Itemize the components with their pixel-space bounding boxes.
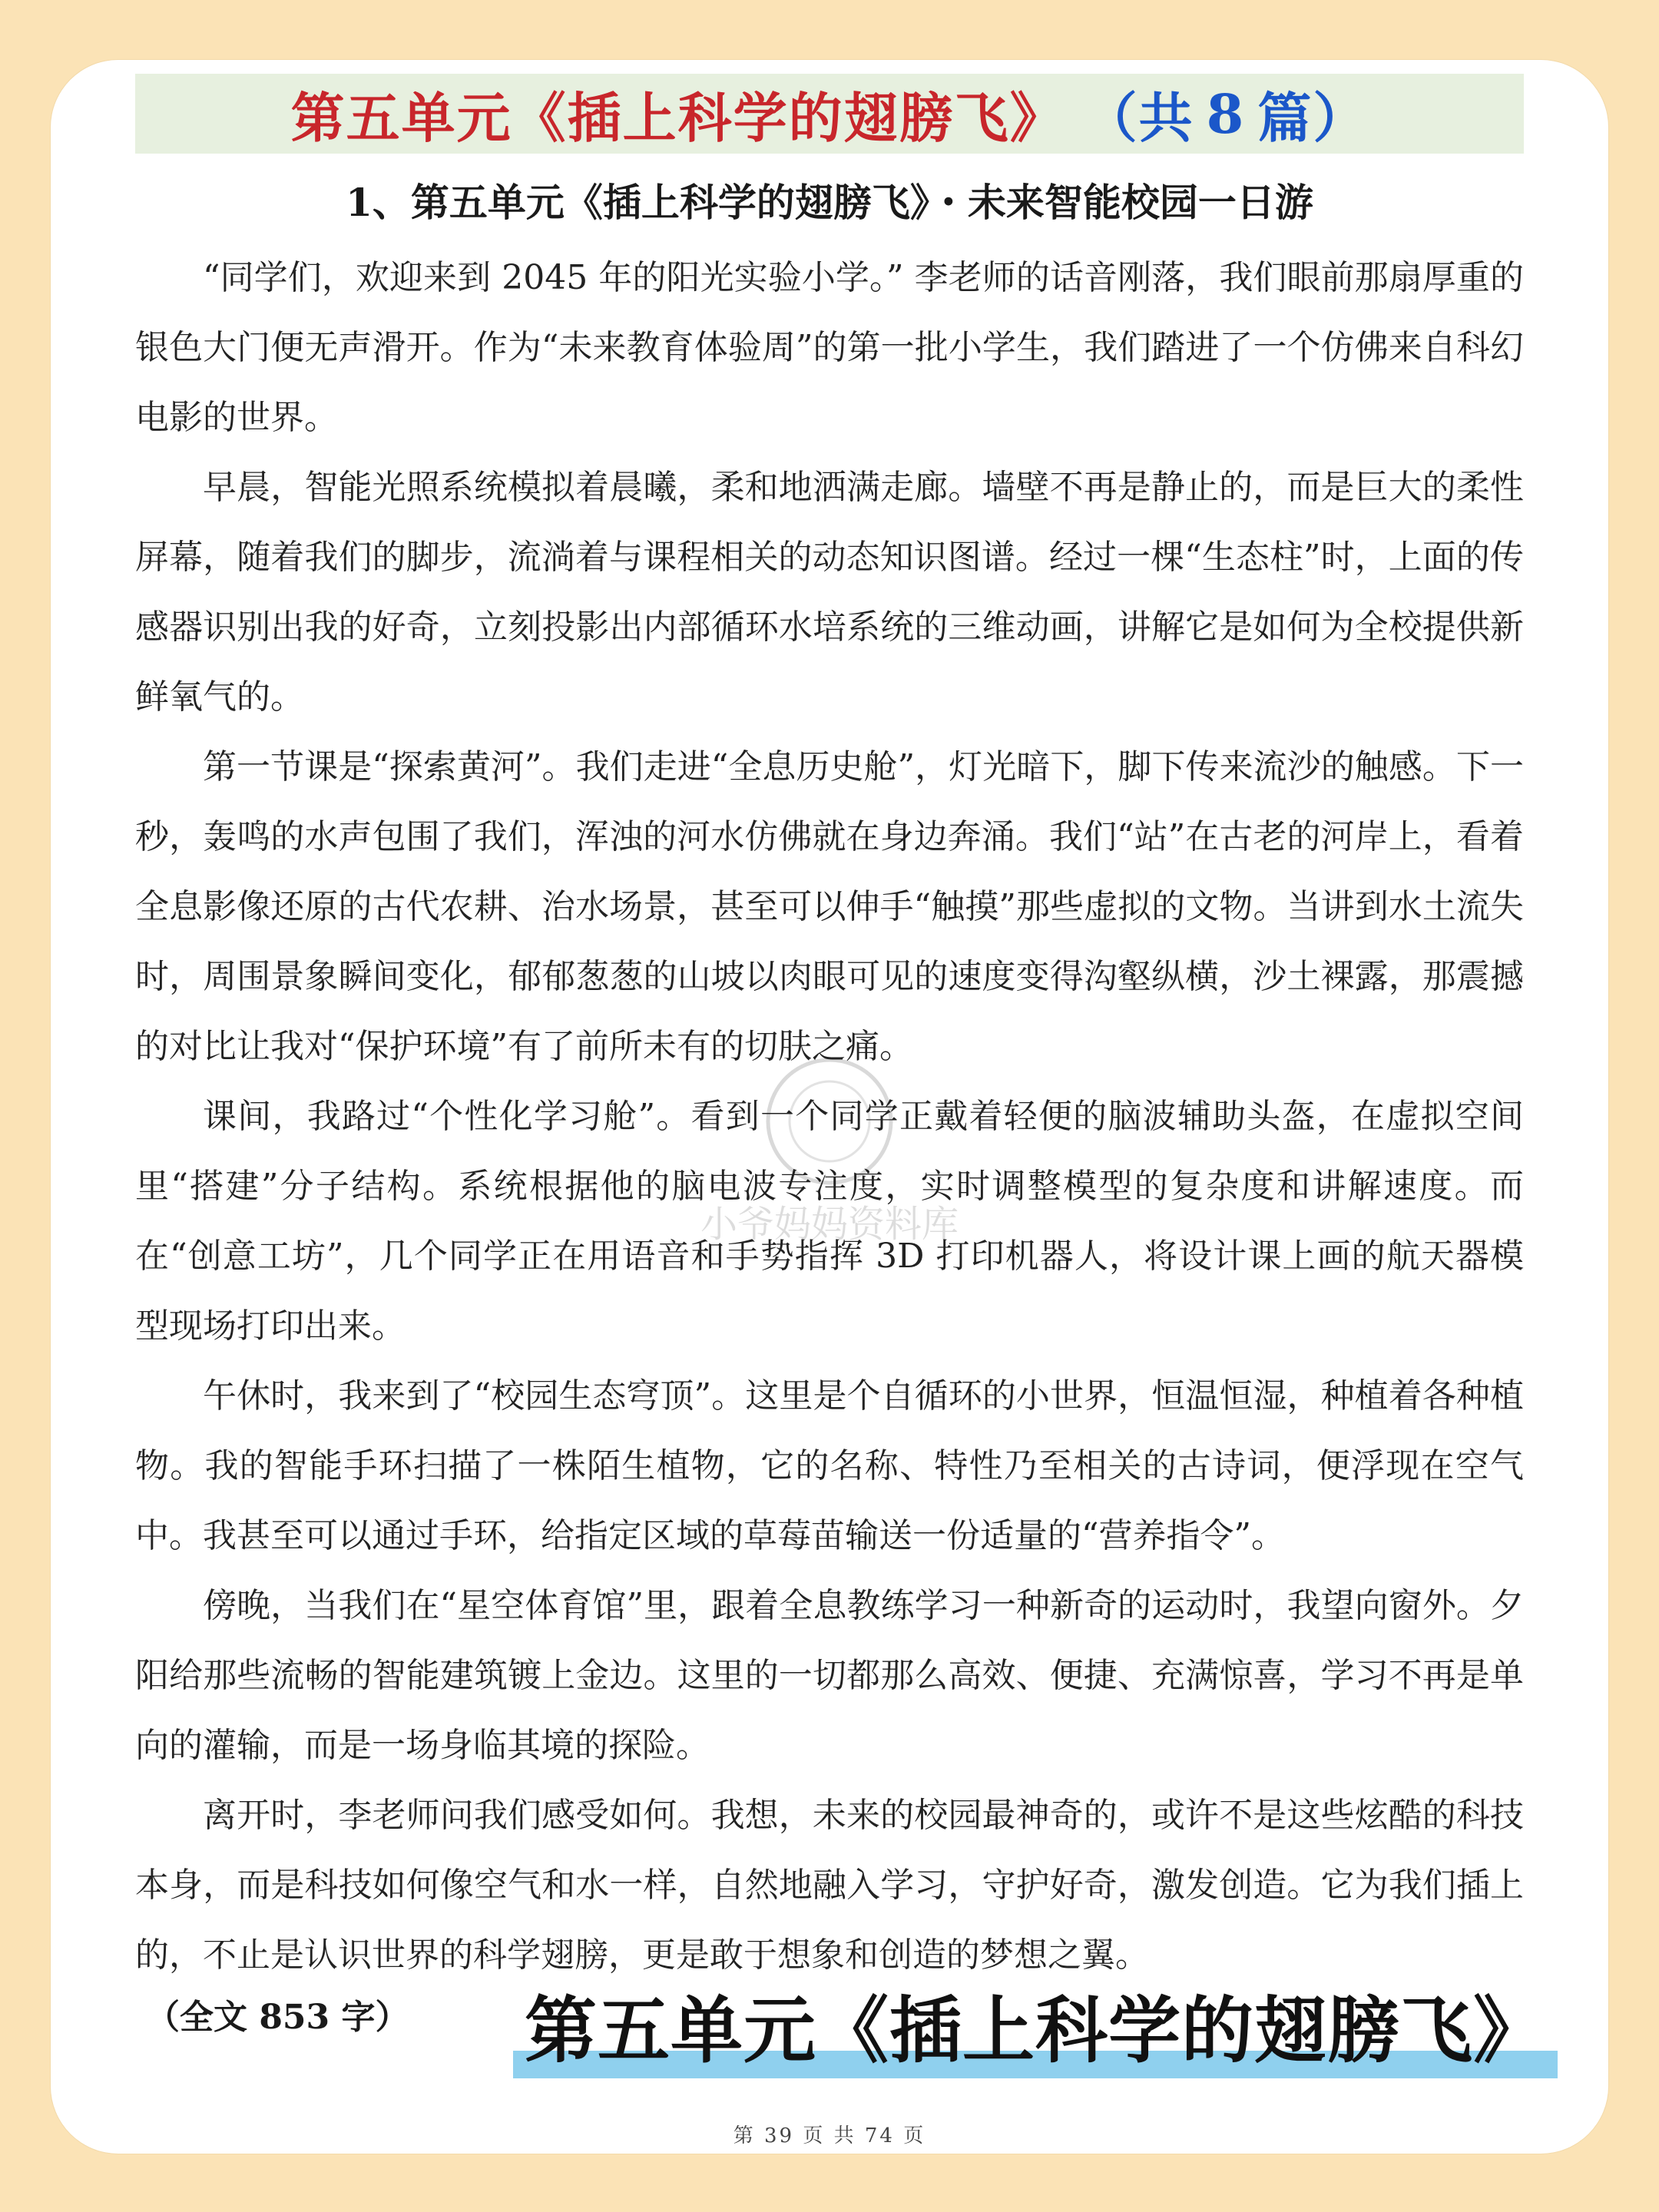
article-body bbox=[135, 243, 1524, 1990]
word-count: （全文 853 字） bbox=[146, 1998, 409, 2037]
page-number: 第 39 页 共 74 页 bbox=[733, 2124, 926, 2147]
unit-banner bbox=[135, 74, 1524, 154]
banner-count: 8 bbox=[1206, 81, 1246, 146]
paragraph: 课间，我路过“个性化学习舱”。看到一个同学正戴着轻便的脑波辅助头盔，在虚拟空间里“搭建”分子结构。系统根据他的脑电波专注度，实时调整模型的复杂度和讲解速度。而在“创意工坊”，几个同学正在用语音和手势指挥 3D 打印机器人，将设计课上画的航天器模型现场打印出来。 bbox=[135, 1097, 1524, 1346]
watermark-text: 小爷妈妈资料库 bbox=[700, 1203, 959, 1246]
paragraph: 早晨，智能光照系统模拟着晨曦，柔和地洒满走廊。墙壁不再是静止的，而是巨大的柔性屏幕，随着我们的脚步，流淌着与课程相关的动态知识图谱。经过一棵“生态柱”时，上面的传感器识别出我的好奇，立刻投影出内部循环水培系统的三维动画，讲解它是如何为全校提供新鲜氧气的。 bbox=[135, 468, 1524, 717]
paragraph: “同学们，欢迎来到 2045 年的阳光实验小学。” 李老师的话音刚落，我们眼前那扇厚重的银色大门便无声滑开。作为“未来教育体验周”的第一批小学生，我们踏进了一个仿佛来自科幻电影的世界。 bbox=[135, 258, 1524, 437]
stamp-text: 第五单元《插上科学的翅膀飞》 bbox=[524, 1989, 1546, 2073]
paragraph: 傍晚，当我们在“星空体育馆”里，跟着全息教练学习一种新奇的运动时，我望向窗外。夕阳给那些流畅的智能建筑镀上金边。这里的一切都那么高效、便捷、充满惊喜，学习不再是单向的灌输，而是一场身临其境的探险。 bbox=[135, 1586, 1524, 1765]
paragraph: 第一节课是“探索黄河”。我们走进“全息历史舱”，灯光暗下，脚下传来流沙的触感。下一秒，轰鸣的水声包围了我们，浑浊的河水仿佛就在身边奔涌。我们“站”在古老的河岸上，看着全息影像还原的古代农耕、治水场景，甚至可以伸手“触摸”那些虚拟的文物。当讲到水土流失时，周围景象瞬间变化，郁郁葱葱的山坡以肉眼可见的速度变得沟壑纵横，沙土裸露，那震撼的对比让我对“保护环境”有了前所未有的切肤之痛。 bbox=[135, 747, 1524, 1066]
banner-title: 第五单元《插上科学的翅膀飞》 bbox=[290, 85, 1065, 150]
unit-stamp bbox=[513, 1982, 1558, 2081]
banner-paren-open: （共 bbox=[1083, 85, 1194, 150]
article-title: 1、第五单元《插上科学的翅膀飞》・未来智能校园一日游 bbox=[346, 180, 1313, 225]
banner-paren-close: 篇） bbox=[1257, 85, 1369, 150]
paragraph: 午休时，我来到了“校园生态穹顶”。这里是个自循环的小世界，恒温恒湿，种植着各种植物。我的智能手环扫描了一株陌生植物，它的名称、特性乃至相关的古诗词，便浮现在空气中。我甚至可以通过手环，给指定区域的草莓苗输送一份适量的“营养指令”。 bbox=[135, 1376, 1524, 1555]
paragraph: 离开时，李老师问我们感受如何。我想，未来的校园最神奇的，或许不是这些炫酷的科技本身，而是科技如何像空气和水一样，自然地融入学习，守护好奇，激发创造。它为我们插上的，不止是认识世界的科学翅膀，更是敢于想象和创造的梦想之翼。 bbox=[135, 1796, 1524, 1975]
